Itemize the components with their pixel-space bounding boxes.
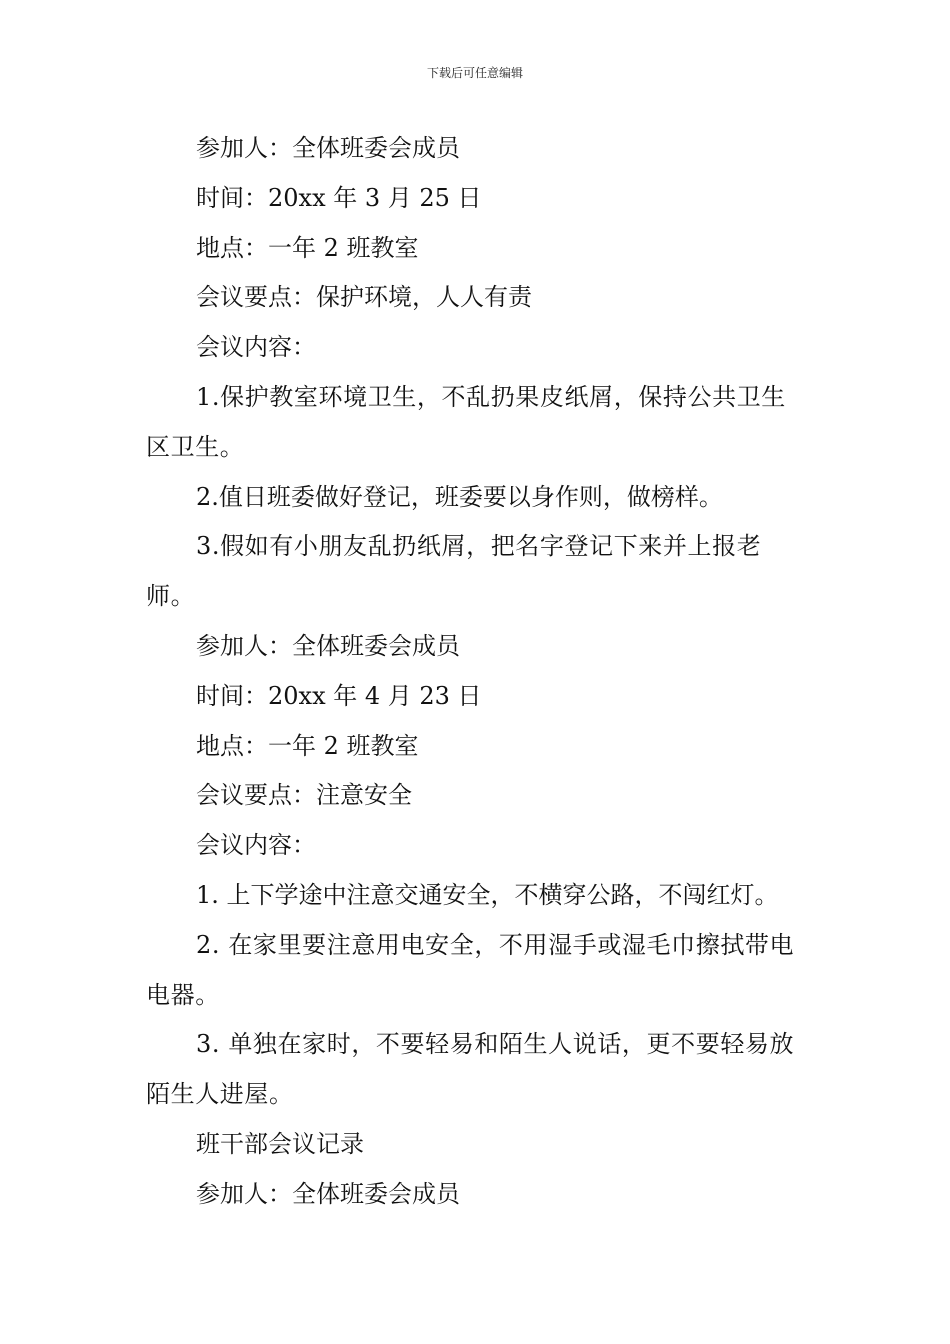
- meeting-content-heading: 会议内容：: [196, 333, 316, 362]
- content-item: 3.假如有小朋友乱扔纸屑，把名字登记下来并上报老师。: [146, 532, 762, 611]
- content-item: 1. 上下学途中注意交通安全，不横穿公路，不闯红灯。: [196, 880, 779, 909]
- meeting-topic-line: 会议要点：注意安全: [196, 781, 412, 810]
- content-item: 2.值日班委做好登记，班委要以身作则，做榜样。: [196, 482, 723, 511]
- location-line: 地点：一年 2 班教室: [196, 731, 419, 760]
- participants-line: 参加人：全体班委会成员: [196, 1179, 460, 1208]
- content-item: 2. 在家里要注意用电安全，不用湿手或湿毛巾擦拭带电电器。: [146, 930, 795, 1009]
- page-header: 下载后可任意编辑: [426, 66, 523, 80]
- location-line: 地点：一年 2 班教室: [196, 233, 419, 262]
- section-title: 班干部会议记录: [196, 1129, 364, 1158]
- participants-line: 参加人：全体班委会成员: [196, 134, 460, 162]
- meeting-content-heading: 会议内容：: [196, 831, 316, 860]
- meeting-topic-line: 会议要点：保护环境，人人有责: [196, 283, 532, 312]
- participants-line: 参加人：全体班委会成员: [196, 631, 460, 660]
- document-body: [146, 124, 810, 1220]
- content-item: 1.保护教室环境卫生，不乱扔果皮纸屑，保持公共卫生区卫生。: [146, 382, 786, 461]
- time-line: 时间：20xx 年 4 月 23 日: [196, 681, 482, 710]
- content-item: 3. 单独在家时，不要轻易和陌生人说话，更不要轻易放陌生人进屋。: [146, 1030, 795, 1109]
- time-line: 时间：20xx 年 3 月 25 日: [196, 183, 482, 212]
